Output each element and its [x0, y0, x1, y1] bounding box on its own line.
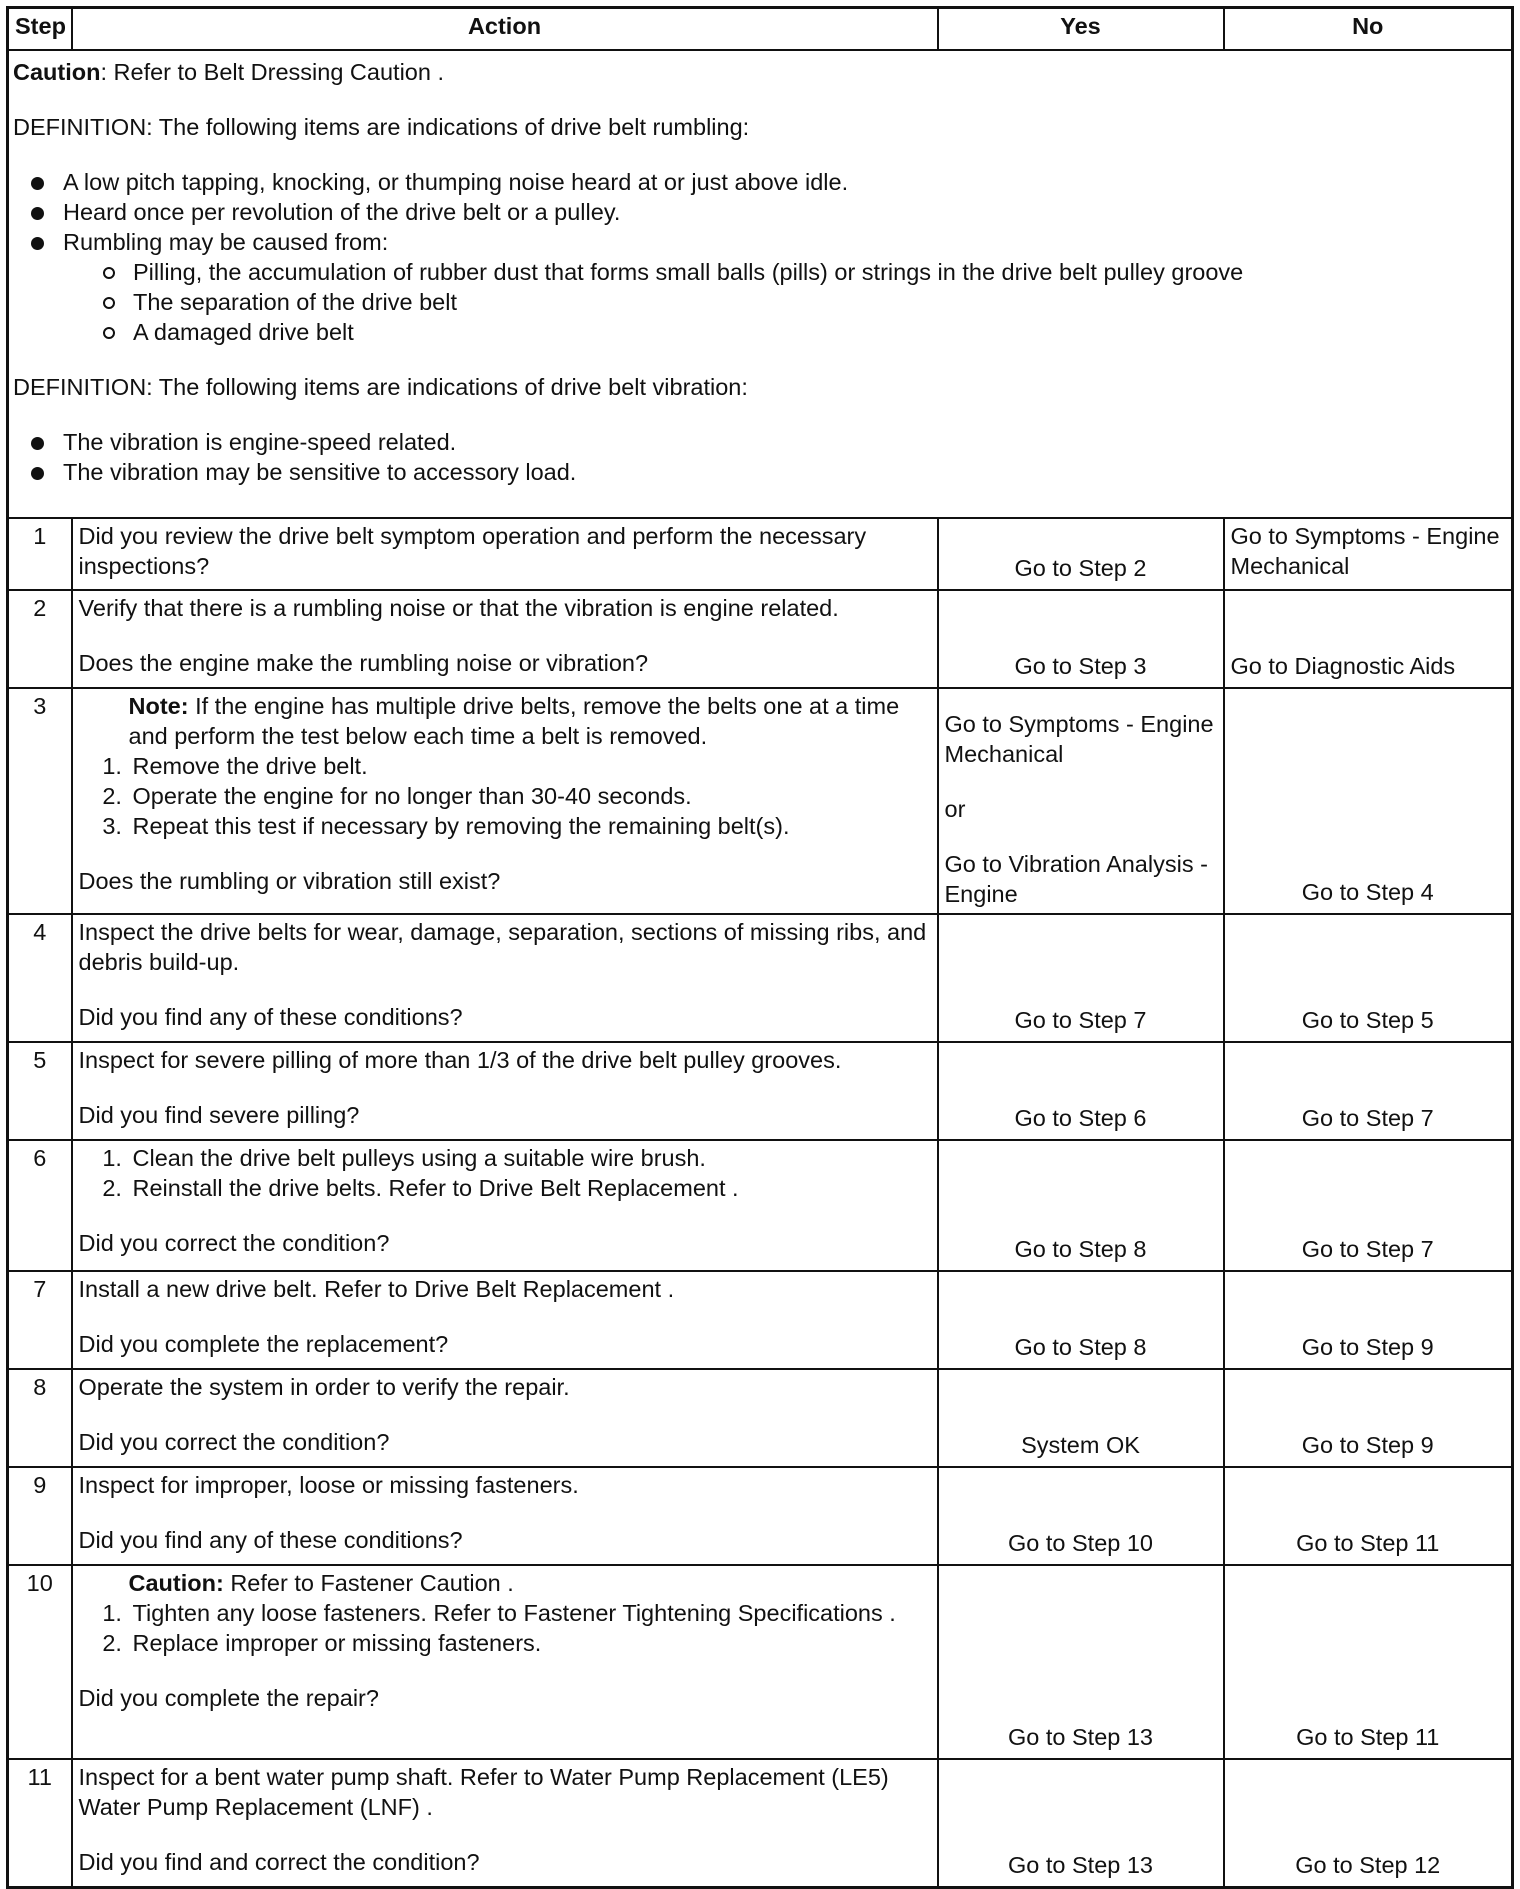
step-number: 9	[8, 1467, 72, 1565]
action-text: Inspect for improper, loose or missing fasteners.	[78, 1472, 579, 1498]
action-cell: Did you review the drive belt symptom operation and perform the necessary inspections?	[72, 518, 938, 590]
step-number: 8	[8, 1369, 72, 1467]
list-item: 1. Tighten any loose fasteners. Refer to Fastener Tightening Specifications .	[129, 1598, 931, 1628]
action-question: Did you find severe pilling?	[78, 1102, 360, 1128]
action-cell	[72, 1271, 938, 1369]
list-item: 2. Reinstall the drive belts. Refer to Drive Belt Replacement .	[129, 1173, 931, 1203]
yes-result: Go to Step 10	[1007, 1530, 1154, 1556]
no-cell	[1224, 914, 1513, 1042]
yes-result: System OK	[1021, 1432, 1140, 1458]
action-cell	[72, 1565, 938, 1759]
no-result: Go to Step 11	[1296, 1530, 1440, 1556]
table-row-step-7	[8, 1271, 1513, 1369]
no-result: Go to Step 4	[1301, 879, 1434, 905]
step-number: 7	[8, 1271, 72, 1369]
step-number: 2	[8, 590, 72, 688]
intro-row	[8, 50, 1513, 518]
no-cell	[1224, 688, 1513, 914]
diagnostic-table	[6, 6, 1514, 1889]
step-number: 6	[8, 1140, 72, 1271]
definition-rumbling: DEFINITION: The following items are indications of drive belt rumbling:	[13, 114, 750, 140]
table-row-step-4	[8, 914, 1513, 1042]
yes-cell	[938, 1565, 1224, 1759]
no-cell	[1224, 590, 1513, 688]
action-cell	[72, 1140, 938, 1271]
no-cell	[1224, 1369, 1513, 1467]
action-question: Did you correct the condition?	[78, 1429, 390, 1455]
table-row-step-11	[8, 1759, 1513, 1887]
list-item	[27, 227, 1505, 347]
yes-result: Go to Symptoms - Engine Mechanical	[944, 711, 1214, 767]
no-result: Go to Symptoms - Engine Mechanical	[1224, 518, 1513, 590]
rumbling-causes-list	[63, 257, 1505, 347]
procedure-list	[79, 1598, 931, 1658]
action-question: Did you correct the condition?	[78, 1230, 390, 1256]
table-row-step-2	[8, 590, 1513, 688]
list-item: The vibration is engine-speed related.	[27, 427, 1505, 457]
no-cell	[1224, 1271, 1513, 1369]
list-item: A low pitch tapping, knocking, or thumping noise heard at or just above idle.	[27, 167, 1505, 197]
list-item: 2. Replace improper or missing fasteners.	[129, 1628, 931, 1658]
table-row-step-6	[8, 1140, 1513, 1271]
step-number: 5	[8, 1042, 72, 1140]
list-item: The separation of the drive belt	[99, 287, 1505, 317]
list-item: The vibration may be sensitive to accessory load.	[27, 457, 1505, 487]
list-item-label: Rumbling may be caused from:	[63, 229, 389, 255]
vibration-list	[13, 427, 1505, 487]
caution-text: Refer to Fastener Caution .	[223, 1570, 514, 1596]
list-item: 2. Operate the engine for no longer than 30-40 seconds.	[129, 781, 931, 811]
procedure-list	[79, 1143, 931, 1203]
header-row	[8, 8, 1513, 51]
header-no: No	[1224, 8, 1513, 51]
no-cell	[1224, 1042, 1513, 1140]
step-number: 11	[8, 1759, 72, 1887]
action-question: Did you find and correct the condition?	[78, 1849, 480, 1875]
yes-result: Go to Step 13	[1007, 1851, 1154, 1878]
action-text: Install a new drive belt. Refer to Drive Belt Replacement .	[78, 1276, 675, 1302]
yes-cell	[938, 1369, 1224, 1467]
action-question: Does the engine make the rumbling noise or vibration?	[78, 650, 649, 676]
table-row-step-10	[8, 1565, 1513, 1759]
action-text: Inspect for severe pilling of more than 1/3 of the drive belt pulley grooves.	[78, 1047, 842, 1073]
yes-result: Go to Vibration Analysis - Engine	[944, 851, 1208, 907]
step-number: 3	[8, 688, 72, 914]
table-row-step-8	[8, 1369, 1513, 1467]
no-result: Go to Step 11	[1296, 1724, 1440, 1750]
caution-label: Caution:	[128, 1570, 224, 1596]
step-number: 10	[8, 1565, 72, 1759]
note-line	[79, 691, 931, 751]
no-result: Go to Step 7	[1301, 1236, 1434, 1262]
table-row-step-1	[8, 518, 1513, 590]
step-number: 1	[8, 518, 72, 590]
no-result: Go to Step 12	[1295, 1851, 1441, 1878]
yes-result: Go to Step 7	[1014, 1007, 1147, 1033]
yes-result: Go to Step 2	[1014, 555, 1147, 581]
action-text: Verify that there is a rumbling noise or that the vibration is engine related.	[78, 595, 839, 621]
table-row-step-5	[8, 1042, 1513, 1140]
yes-cell	[938, 518, 1224, 590]
yes-result: Go to Step 13	[1007, 1724, 1154, 1750]
list-item: Pilling, the accumulation of rubber dust that forms small balls (pills) or strings in the drive belt pulley groove	[99, 257, 1505, 287]
action-text: Inspect the drive belts for wear, damage, separation, sections of missing ribs, and debris build-up.	[78, 919, 927, 975]
yes-cell	[938, 1271, 1224, 1369]
action-cell	[72, 1369, 938, 1467]
action-cell	[72, 590, 938, 688]
no-result: Go to Step 7	[1301, 1105, 1434, 1131]
list-item: Heard once per revolution of the drive belt or a pulley.	[27, 197, 1505, 227]
no-cell	[1224, 1467, 1513, 1565]
action-cell	[72, 914, 938, 1042]
action-cell	[72, 1467, 938, 1565]
no-result: Go to Step 5	[1301, 1007, 1434, 1033]
list-item: 1. Clean the drive belt pulleys using a suitable wire brush.	[129, 1143, 931, 1173]
yes-cell	[938, 1042, 1224, 1140]
note-text: If the engine has multiple drive belts, remove the belts one at a time and perform the test below each time a belt is removed.	[128, 693, 900, 749]
no-cell	[1224, 1140, 1513, 1271]
intro-cell	[8, 50, 1513, 518]
yes-cell	[938, 914, 1224, 1042]
list-item: A damaged drive belt	[99, 317, 1505, 347]
yes-result: Go to Step 3	[1014, 653, 1147, 679]
header-action: Action	[72, 8, 938, 51]
action-question: Did you complete the replacement?	[78, 1331, 449, 1357]
action-cell	[72, 1759, 938, 1887]
header-step: Step	[8, 8, 72, 51]
definition-vibration: DEFINITION: The following items are indications of drive belt vibration:	[13, 374, 748, 400]
caution-text: : Refer to Belt Dressing Caution .	[100, 59, 444, 85]
procedure-list	[79, 751, 931, 841]
table-row-step-3	[8, 688, 1513, 914]
yes-result: Go to Step 8	[1014, 1334, 1147, 1360]
yes-result: Go to Step 8	[1014, 1236, 1147, 1262]
yes-cell	[938, 1140, 1224, 1271]
no-result: Go to Step 9	[1301, 1432, 1434, 1458]
step-number: 4	[8, 914, 72, 1042]
header-yes: Yes	[938, 8, 1224, 51]
caution-label: Caution	[13, 59, 101, 85]
caution-line	[79, 1568, 931, 1598]
yes-cell	[938, 688, 1224, 914]
note-label: Note:	[128, 693, 189, 719]
yes-cell	[938, 1467, 1224, 1565]
action-question: Did you find any of these conditions?	[78, 1004, 463, 1030]
yes-or: or	[944, 796, 966, 822]
action-question: Does the rumbling or vibration still exist?	[78, 868, 501, 894]
yes-result: Go to Step 6	[1014, 1105, 1147, 1131]
list-item: 1. Remove the drive belt.	[129, 751, 931, 781]
action-cell	[72, 1042, 938, 1140]
action-question: Did you find any of these conditions?	[78, 1527, 463, 1553]
no-result: Go to Diagnostic Aids	[1230, 653, 1456, 679]
action-text: Inspect for a bent water pump shaft. Refer to Water Pump Replacement (LE5) Water Pump Replacement (LNF) .	[78, 1764, 889, 1820]
diagnostic-table-container	[6, 6, 1511, 1889]
yes-cell	[938, 1759, 1224, 1887]
yes-cell	[938, 590, 1224, 688]
table-row-step-9	[8, 1467, 1513, 1565]
no-cell	[1224, 1759, 1513, 1887]
no-result: Go to Step 9	[1301, 1334, 1434, 1360]
rumbling-list	[13, 167, 1505, 347]
action-question: Did you complete the repair?	[78, 1685, 379, 1711]
action-cell	[72, 688, 938, 914]
list-item: 3. Repeat this test if necessary by removing the remaining belt(s).	[129, 811, 931, 841]
action-text: Operate the system in order to verify the repair.	[78, 1374, 570, 1400]
caution-line	[13, 57, 1505, 87]
no-cell	[1224, 1565, 1513, 1759]
